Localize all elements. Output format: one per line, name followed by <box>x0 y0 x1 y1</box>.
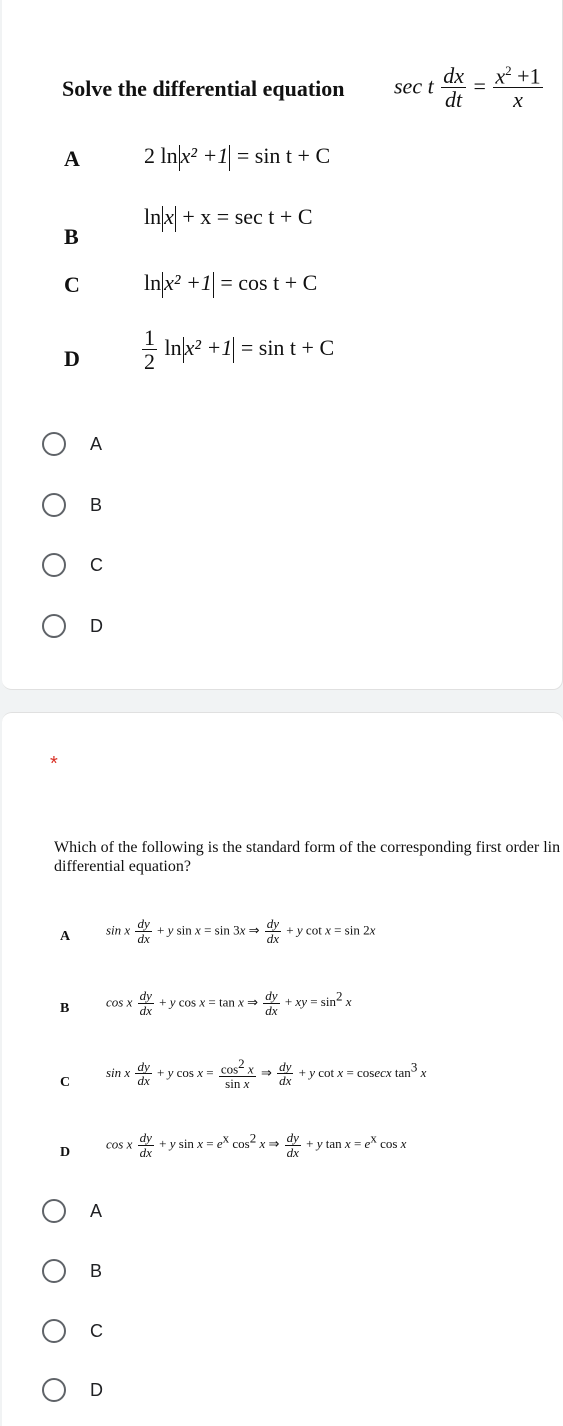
question-1-prompt: Solve the differential equation <box>62 76 345 101</box>
equation-rhs-num-sup: 2 <box>505 63 512 78</box>
required-asterisk: * <box>50 753 58 775</box>
equation-lhs: sec t <box>394 73 434 99</box>
option-expr-b-in: x <box>164 204 174 229</box>
radio-button[interactable] <box>42 614 66 638</box>
radio-button[interactable] <box>42 1378 66 1402</box>
choice-label: C <box>90 1320 103 1341</box>
question-2-prompt-line-2: differential equation? <box>54 858 191 875</box>
option-expr-b <box>144 204 313 232</box>
option-expr-d-pre: ln <box>164 335 182 361</box>
option-expr-b-post: + x = sec t + C <box>176 204 313 229</box>
radio-button[interactable] <box>42 1259 66 1283</box>
choice-label: C <box>90 554 103 575</box>
option-expr-b-pre: ln <box>144 204 162 229</box>
choice-label: D <box>90 615 103 636</box>
equation-rhs-den: x <box>513 87 523 113</box>
question-1-equation <box>394 64 545 113</box>
option-expr-c-in: x² +1 <box>164 270 212 295</box>
choice-c[interactable] <box>42 553 103 577</box>
option-expr-a-post: = sin t + C <box>231 143 331 168</box>
option-letter-d: D <box>64 346 80 371</box>
question-2-prompt-line-1: Which of the following is the standard form of the corresponding first order lin <box>54 839 561 856</box>
choice-label: B <box>90 494 103 515</box>
option-expr-c-pre: ln <box>144 270 162 295</box>
option-letter-b: B <box>60 1001 70 1016</box>
equation-rhs-num <box>493 64 542 88</box>
option-expr-b: cos x $\frac{dy}{dx}$ + y cos x = tan x ⇒ $\frac{dy}{dx}$ + xy = $\sin^2 x$ <box>106 988 352 1018</box>
choice-label: A <box>90 433 103 454</box>
choice-a[interactable] <box>42 1199 102 1223</box>
option-letter-b: B <box>64 224 79 249</box>
option-letter-a: A <box>60 929 71 944</box>
equation-lhs-den: dt <box>445 87 463 113</box>
option-letter-a: A <box>64 146 80 171</box>
choice-label: A <box>90 1200 103 1221</box>
choice-a[interactable] <box>42 432 102 456</box>
option-expr-d-in: x² +1 <box>184 335 233 361</box>
option-expr-d-frac-num: 1 <box>144 325 155 350</box>
option-expr-c: sin x $\frac{dy}{dx}$ + y cos x = $\frac{\cos^2 x}{\text{sin x}}$ ⇒ $\frac{dy}{dx}$ + y cot x = cosecx $\tan^3 x$ <box>106 1056 427 1091</box>
choice-d[interactable] <box>42 614 103 638</box>
option-expr-d: cos x $\frac{dy}{dx}$ + y $\sin x = e^x$ $\cos^2 x$ ⇒ $\frac{dy}{dx}$ + y $\tan x = e^x$ cos x <box>106 1130 407 1160</box>
choice-b[interactable] <box>42 1259 102 1283</box>
option-letter-c: C <box>60 1075 71 1090</box>
option-expr-d-frac-den: 2 <box>144 349 155 375</box>
choice-c[interactable] <box>42 1319 103 1343</box>
option-expr-d-post: = sin t + C <box>235 335 335 361</box>
option-expr-c-post: = cos t + C <box>214 270 318 295</box>
option-letter-c: C <box>64 272 80 297</box>
equation-eq: = <box>473 73 486 99</box>
option-letter-d: D <box>60 1145 71 1160</box>
option-expr-a-pre: 2 ln <box>144 143 178 168</box>
option-expr-a-in: x² +1 <box>180 143 229 168</box>
radio-button[interactable] <box>42 1319 66 1343</box>
option-expr-c <box>144 270 317 298</box>
radio-button[interactable] <box>42 432 66 456</box>
equation-rhs-num-base: x <box>495 63 506 89</box>
option-expr-a: sin x $\frac{dy}{dx}$ + y sin x = sin 3x ⇒ $\frac{dy}{dx}$ + y cot x = sin 2x <box>106 916 376 946</box>
question-2-prompt <box>54 838 563 876</box>
choice-label: D <box>90 1379 103 1400</box>
radio-button[interactable] <box>42 1199 66 1223</box>
question-card-2 <box>2 712 563 1426</box>
choice-b[interactable] <box>42 493 102 517</box>
equation-rhs-num-rest: +1 <box>511 63 541 89</box>
radio-button[interactable] <box>42 553 66 577</box>
equation-lhs-num: dx <box>443 63 464 89</box>
choice-label: B <box>90 1260 103 1281</box>
choice-d[interactable] <box>42 1378 103 1402</box>
option-expr-a <box>144 143 330 171</box>
option-expr-d <box>140 326 334 374</box>
question-card-1 <box>2 0 563 690</box>
radio-button[interactable] <box>42 493 66 517</box>
